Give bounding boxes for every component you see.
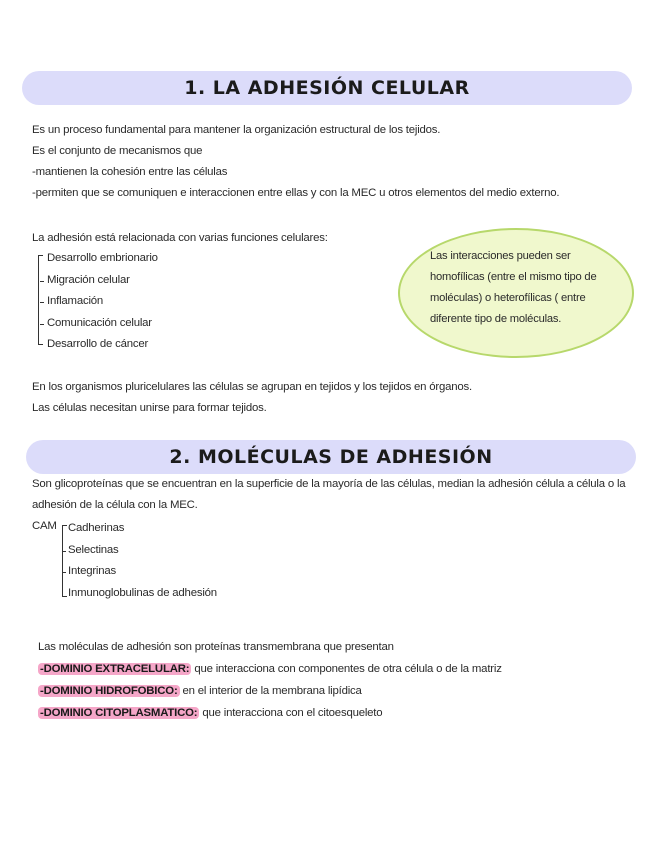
functions-heading: La adhesión está relacionada con varias funciones celulares: bbox=[32, 232, 328, 244]
list-item: Migración celular bbox=[47, 270, 158, 292]
domain-item bbox=[38, 680, 502, 702]
intro-line: adhesión de la célula con la MEC. bbox=[32, 499, 198, 511]
interaction-note: Las interacciones pueden ser homofílicas (entre el mismo tipo de moléculas) o heterofílicas ( entre diferente tipo de moléculas. bbox=[430, 250, 597, 325]
bracket-icon bbox=[38, 255, 43, 345]
domain-name: -DOMINIO HIDROFOBICO: bbox=[40, 685, 178, 697]
intro-line: Es un proceso fundamental para mantener la organización estructural de los tejidos. bbox=[32, 124, 441, 136]
list-item: Cadherinas bbox=[68, 522, 125, 534]
section-1-banner bbox=[22, 71, 632, 105]
section-1-title: 1. LA ADHESIÓN CELULAR bbox=[184, 77, 470, 99]
intro-line: -permiten que se comuniquen e interaccionen entre ellas y con la MEC u otros elementos del medio externo. bbox=[32, 187, 560, 199]
domains-list bbox=[38, 658, 502, 724]
list-item: Integrinas bbox=[68, 561, 217, 583]
intro-line: Es el conjunto de mecanismos que bbox=[32, 145, 203, 157]
list-item: Comunicación celular bbox=[47, 313, 158, 335]
section-1-intro bbox=[32, 120, 559, 204]
domain-name: -DOMINIO CITOPLASMATICO: bbox=[40, 707, 198, 719]
domain-desc: que interacciona con el citoesqueleto bbox=[199, 707, 383, 719]
intro-line: Son glicoproteínas que se encuentran en la superficie de la mayoría de las células, median la adhesión célula a célula o la bbox=[32, 478, 626, 490]
section-2-banner bbox=[26, 440, 636, 474]
section-1-closing bbox=[32, 377, 472, 419]
domain-item bbox=[38, 702, 502, 724]
domain-name: -DOMINIO EXTRACELULAR: bbox=[40, 663, 190, 675]
domain-desc: que interacciona con componentes de otra célula o de la matriz bbox=[191, 663, 502, 675]
domains-intro: Las moléculas de adhesión son proteínas transmembrana que presentan bbox=[38, 641, 394, 653]
section-2-title: 2. MOLÉCULAS DE ADHESIÓN bbox=[169, 446, 493, 468]
closing-line: Las células necesitan unirse para formar tejidos. bbox=[32, 402, 267, 414]
intro-line: -mantienen la cohesión entre las células bbox=[32, 166, 228, 178]
domain-item bbox=[38, 658, 502, 680]
cam-label: CAM bbox=[32, 520, 57, 532]
domain-desc: en el interior de la membrana lipídica bbox=[179, 685, 362, 697]
closing-line: En los organismos pluricelulares las células se agrupan en tejidos y los tejidos en órganos. bbox=[32, 381, 473, 393]
list-item: Selectinas bbox=[68, 540, 217, 562]
bracket-icon bbox=[62, 525, 67, 597]
list-item: Inflamación bbox=[47, 291, 158, 313]
section-2-intro bbox=[32, 474, 625, 516]
list-item: Desarrollo de cáncer bbox=[47, 338, 149, 350]
list-item: Desarrollo embrionario bbox=[47, 252, 158, 264]
list-item: Inmunoglobulinas de adhesión bbox=[68, 586, 217, 599]
